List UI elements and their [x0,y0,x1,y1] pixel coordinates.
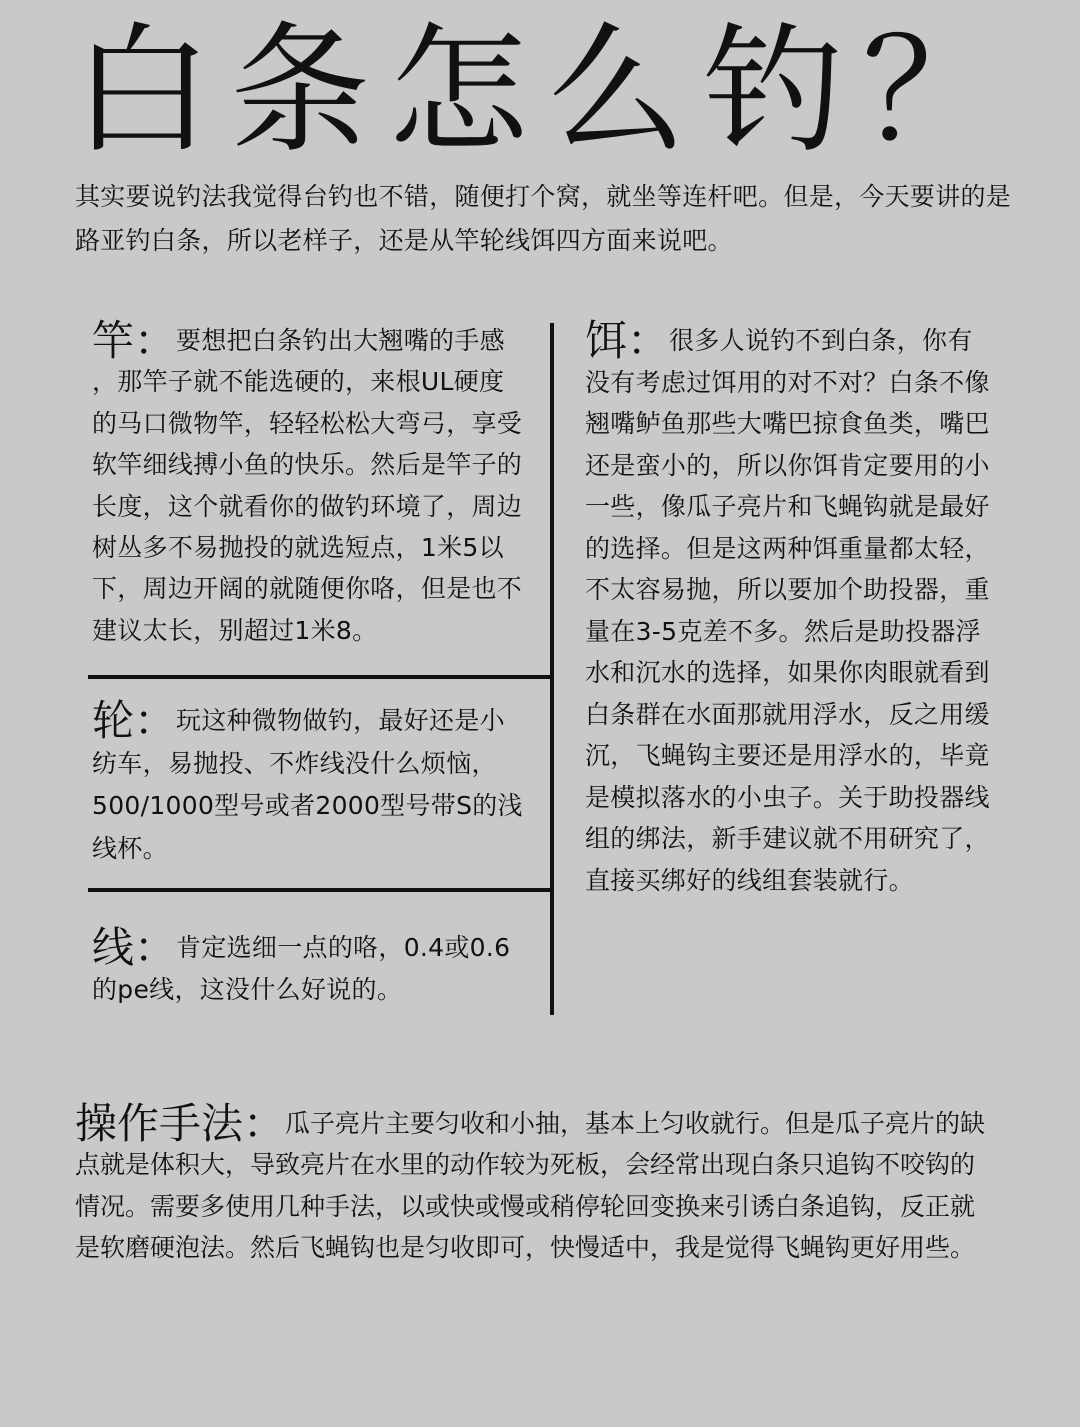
rod-text-line: 长度，这个就看你的做钓环境了，周边 [92,491,523,521]
bait-text-line: 量在3-5克差不多。然后是助投器浮 [585,616,981,646]
intro-line: 路亚钓白条，所以老样子，还是从竿轮线饵四方面来说吧。 [75,226,733,255]
reel-text-line: 纺车，易抛投、不炸线没什么烦恼， [92,748,497,778]
bait-first-line [585,315,990,365]
rod-section [92,315,523,651]
section-divider [88,888,554,892]
rod-first-line [92,315,522,365]
intro-paragraph [75,175,1011,263]
bait-text-line: 直接买绑好的线组套装就行。 [585,865,914,895]
rod-text-line: 软竿细线搏小鱼的快乐。然后是竿子的 [92,450,523,480]
line-text-line: 的pe线，这没什么好说的。 [92,975,403,1004]
reel-text-line: 线杯。 [92,833,168,863]
bait-text-line: 水和沉水的选择，如果你肉眼就看到 [585,658,990,687]
intro-line: 其实要说钓法我觉得台钓也不错，随便打个窝，就坐等连杆吧。但是，今天要讲的是 [75,182,1012,211]
reel-heading: 轮： [92,696,177,746]
technique-text-line: 点就是体积大，导致亮片在水里的动作较为死板，会经常出现白条只追钩不咬钩的 [75,1150,976,1180]
technique-first-line [75,1098,986,1148]
bait-text-line: 白条群在水面那就用浮水，反之用缓 [585,699,990,729]
reel-text-line: 玩这种微物做钓，最好还是小 [176,706,505,735]
bait-text-line: 翘嘴鲈鱼那些大嘴巴掠食鱼类，嘴巴 [585,409,990,438]
line-text-line: 肯定选细一点的咯，0.4或0.6 [176,933,511,962]
technique-text-line: 是软磨硬泡法。然后飞蝇钩也是匀收即可，快慢适中，我是觉得飞蝇钩更好用些。 [75,1233,976,1263]
rod-text-line: 下，周边开阔的就随便你咯，但是也不 [92,574,523,604]
line-first-line [92,923,511,972]
bait-text-line: 不太容易抛，所以要加个助投器，重 [585,575,990,604]
bait-text-line: 还是蛮小的，所以你饵肯定要用的小 [585,450,990,480]
section-divider [88,675,554,679]
rod-text-line: 要想把白条钓出大翘嘴的手感 [176,326,505,355]
bait-text-line: 沉，飞蝇钩主要还是用浮水的，毕竟 [585,741,990,770]
bait-text-line: 组的绑法，新手建议就不用研究了， [585,824,990,853]
technique-text-line: 情况。需要多使用几种手法，以或快或慢或稍停轮回变换来引诱白条追钩，反正就 [75,1191,976,1221]
reel-first-line [92,696,523,746]
rod-text-line: 建议太长，别超过1米8。 [92,615,378,645]
bait-text-line: 很多人说钓不到白条，你有 [669,326,973,355]
bait-text-line: 的选择。但是这两种饵重量都太轻， [585,533,990,563]
line-heading: 线： [92,923,177,972]
page-title: 白条怎么钓？ [72,10,1021,173]
line-section [92,923,511,1011]
bait-text-line: 一些，像瓜子亮片和飞蝇钩就是最好 [585,492,990,521]
technique-heading: 操作手法： [75,1098,286,1148]
reel-text-line: 500/1000型号或者2000型号带S的浅 [92,791,523,820]
reel-section [92,696,523,870]
bait-section [585,315,990,901]
column-divider [550,323,554,1015]
bait-text-line: 是模拟落水的小虫子。关于助投器线 [585,782,990,812]
technique-text-line: 瓜子亮片主要匀收和小抽，基本上匀收就行。但是瓜子亮片的缺 [285,1109,986,1138]
rod-text-line: 树丛多不易抛投的就选短点，1米5以 [92,532,504,562]
rod-heading: 竿： [92,315,177,365]
bait-heading: 饵： [585,315,670,365]
bait-text-line: 没有考虑过饵用的对不对？白条不像 [585,367,990,397]
rod-text-line: 的马口微物竿，轻轻松松大弯弓，享受 [92,408,523,438]
technique-section [75,1098,986,1269]
rod-text-line: ，那竿子就不能选硬的，来根UL硬度 [92,367,505,397]
